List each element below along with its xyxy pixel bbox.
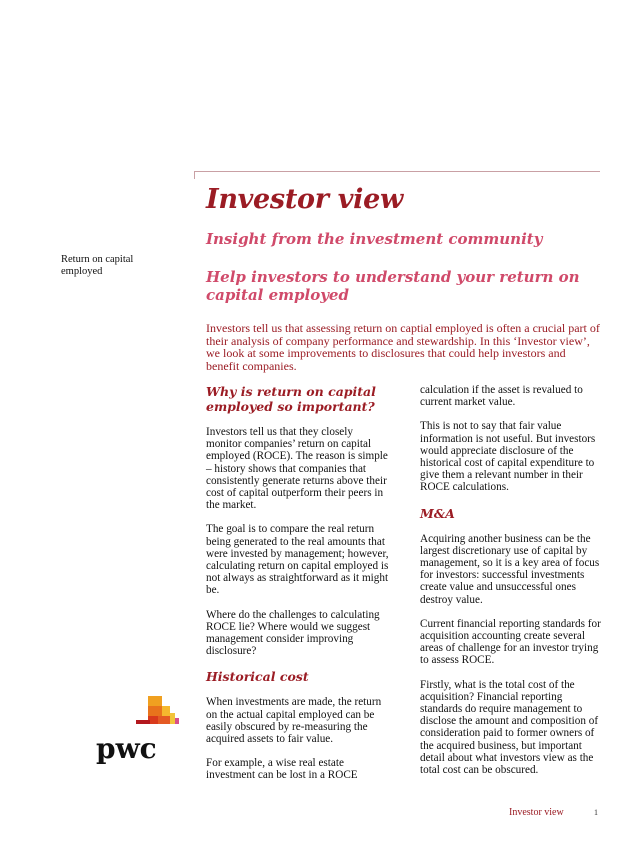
header-rule [194,171,600,172]
page-headline: Help investors to understand your return on capital employed [206,268,580,304]
pwc-logo-text: pwc [96,732,157,765]
header-rule-tick [194,171,195,179]
section-heading-historical-cost: Historical cost [206,669,309,685]
right-column [420,384,605,788]
paragraph: The goal is to compare the real return being generated to the real amounts that were invested by management; however, calculating return on capital employed is not always as straightforward as it might be. [206,523,389,597]
paragraph: Firstly, what is the total cost of the acquisition? Financial reporting standards do require management to disclose the amount and composition of consideration paid to former owners of the acquired business, but important detail about what investors view as the total cost can be obscured. [420,678,599,777]
paragraph: Current financial reporting standards for acquisition accounting create several areas of challenge for an investor trying to assess ROCE. [420,617,601,667]
paragraph: When investments are made, the return on the actual capital employed can be easily obscured by re-measuring the acquired assets to fair value. [206,696,382,746]
pwc-logo-mark-icon [96,696,186,766]
pwc-logo [96,696,186,766]
page-title: Investor view [206,184,403,215]
section-heading-why-roce: Why is return on capital employed so important? [206,384,376,414]
paragraph: This is not to say that fair value information is not useful. But investors would appreciate disclosure of the historical cost of capital expenditure to give them a relevant number in their ROCE calculations. [420,420,596,494]
page-number: 1 [594,808,598,817]
paragraph: calculation if the asset is revalued to current market value. [420,384,583,409]
sidebar-label: Return on capital employed [61,254,134,277]
page-subtitle: Insight from the investment community [206,230,543,248]
paragraph: Acquiring another business can be the largest discretionary use of capital by management, so it is a key area of focus for investors: successful investments create value and unsuccessful ones destroy value. [420,532,600,606]
footer-title: Investor view [509,807,564,818]
paragraph: For example, a wise real estate investment can be lost in a ROCE [206,757,358,782]
paragraph: Where do the challenges to calculating ROCE lie? Where would we suggest management consider improving disclosure? [206,608,380,658]
intro-paragraph: Investors tell us that assessing return on captial employed is often a crucial part of their analysis of company performance and stewardship. In this ‘Investor view’, we look at some improvements to disclosures that could help investors and benefit companies. [206,321,600,373]
left-column [206,384,391,794]
section-heading-m-and-a: M&A [420,505,455,521]
paragraph: Investors tell us that they closely monitor companies’ return on capital employed (ROCE). The reason is simple – history shows that companies that consistently generate returns above their cost of capital outperform their peers in the market. [206,426,388,512]
